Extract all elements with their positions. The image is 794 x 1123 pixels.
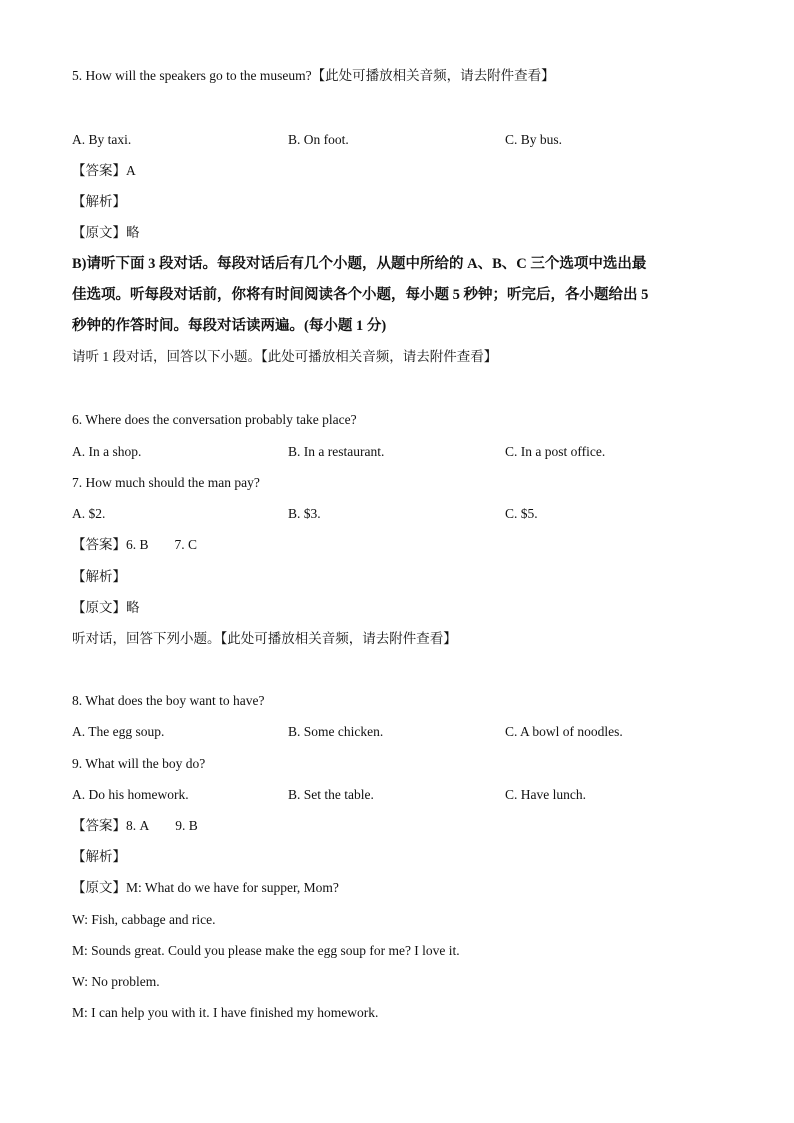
q5-answer: 【答案】A	[72, 163, 136, 178]
answer-6: 6. B	[126, 537, 149, 552]
dialog-1-intro: 请听 1 段对话，回答以下小题。【此处可播放相关音频，请去附件查看】	[72, 349, 498, 364]
q5-original: 【原文】略	[72, 225, 140, 240]
dialog-1-original: 【原文】略	[72, 600, 140, 615]
dialog-2-analysis: 【解析】	[72, 849, 126, 864]
q7-option-c: C. $5.	[505, 506, 538, 521]
answer-label: 【答案】	[72, 818, 126, 833]
question-5: 5. How will the speakers go to the museum?【此处可播放相关音频，请去附件查看】	[72, 68, 555, 83]
answer-7: 7. C	[174, 537, 198, 552]
q5-option-c: C. By bus.	[505, 132, 563, 147]
answer-8: 8. A	[126, 818, 150, 833]
q7-option-a: A. $2.	[72, 506, 106, 521]
transcript-line: W: Fish, cabbage and rice.	[72, 912, 216, 927]
section-b-line-1: B)请听下面 3 段对话。每段对话后有几个小题，从题中所给的 A、B、C 三个选项中选出最	[72, 256, 647, 272]
q5-analysis: 【解析】	[72, 194, 126, 209]
q6-option-a: A. In a shop.	[72, 444, 142, 459]
q9-option-b: B. Set the table.	[288, 787, 374, 802]
transcript-line: M: Sounds great. Could you please make the egg soup for me? I love it.	[72, 943, 460, 958]
q7-option-b: B. $3.	[288, 506, 321, 521]
dialog-2-original: 【原文】M: What do we have for supper, Mom?	[72, 880, 339, 895]
q5-option-b: B. On foot.	[288, 132, 349, 147]
q8-option-b: B. Some chicken.	[288, 724, 384, 739]
answer-label: 【答案】	[72, 537, 126, 552]
dialog-1-answer	[72, 536, 197, 554]
q9-option-a: A. Do his homework.	[72, 787, 189, 802]
transcript-line: W: No problem.	[72, 974, 160, 989]
dialog-2-answer	[72, 817, 198, 835]
dialog-1-analysis: 【解析】	[72, 569, 126, 584]
q8-option-c: C. A bowl of noodles.	[505, 724, 623, 739]
q6-option-b: B. In a restaurant.	[288, 444, 385, 459]
q6-option-c: C. In a post office.	[505, 444, 606, 459]
dialog-2-intro: 听对话，回答下列小题。【此处可播放相关音频，请去附件查看】	[72, 631, 457, 646]
q8-option-a: A. The egg soup.	[72, 724, 165, 739]
q5-option-a: A. By taxi.	[72, 132, 132, 147]
question-7: 7. How much should the man pay?	[72, 475, 260, 490]
question-9: 9. What will the boy do?	[72, 756, 206, 771]
question-6: 6. Where does the conversation probably take place?	[72, 412, 357, 427]
transcript-line: M: I can help you with it. I have finished my homework.	[72, 1005, 379, 1020]
section-b-line-2: 佳选项。听每段对话前，你将有时间阅读各个小题，每小题 5 秒钟；听完后，各小题给出 5	[72, 287, 649, 303]
answer-9: 9. B	[175, 818, 198, 833]
section-b-line-3: 秒钟的作答时间。每段对话读两遍。(每小题 1 分)	[72, 318, 387, 334]
q9-option-c: C. Have lunch.	[505, 787, 586, 802]
question-8: 8. What does the boy want to have?	[72, 693, 265, 708]
